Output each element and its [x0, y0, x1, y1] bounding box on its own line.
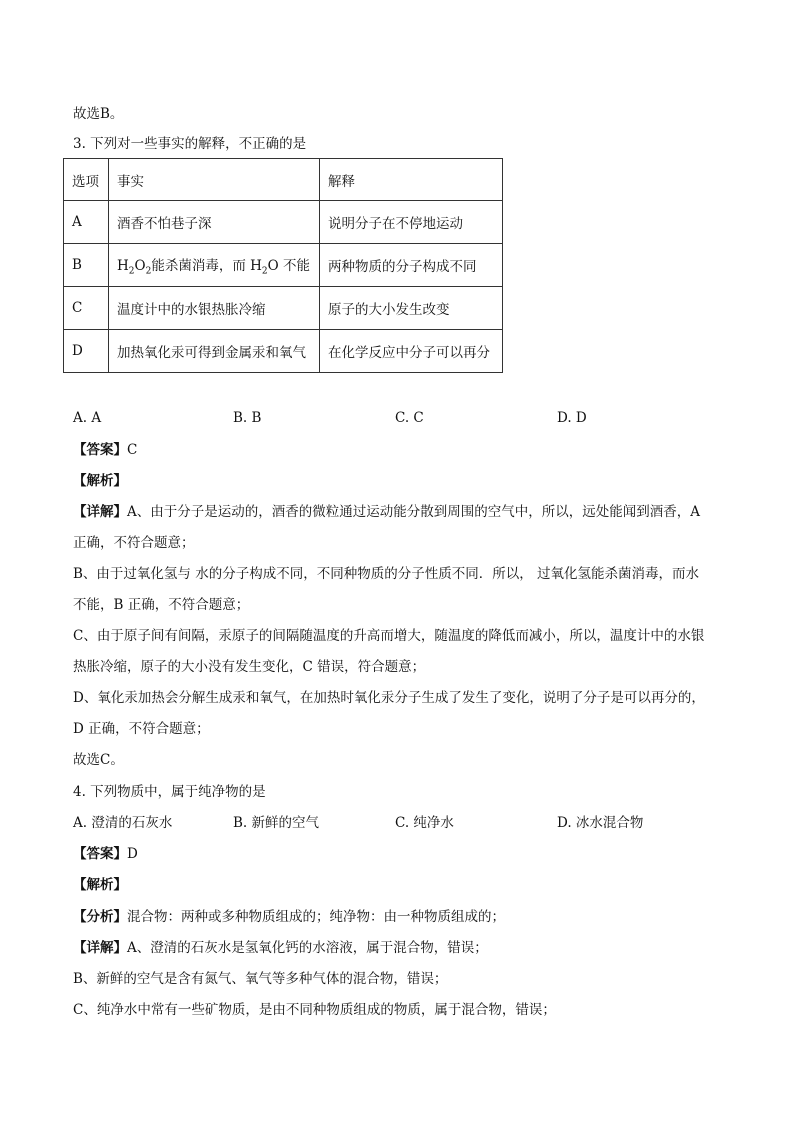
row-explanation: 在化学反应中分子可以再分	[320, 330, 503, 373]
q3-detail-5: C、由于原子间有间隔，汞原子的间隔随温度的升高而增大，随温度的降低而减小，所以，温度计中的水银	[73, 628, 705, 644]
q4-detail-3: C、纯净水中常有一些矿物质，是由不同种物质组成的物质，属于混合物，错误；	[73, 1002, 556, 1018]
q3-conclusion: 故选C。	[73, 752, 124, 768]
q3-analysis-tag: 【解析】	[73, 473, 127, 489]
q4-detail-2: B、新鲜的空气是含有氮气、氧气等多种气体的混合物，错误；	[73, 971, 448, 987]
table-header-option: 选项	[64, 159, 109, 201]
row-fact: $H_2O_2$能杀菌消毒，而 $H_2O$ 不能	[109, 244, 320, 287]
q3-detail-3: B、由于过氧化氢与 水的分子构成不同，不同种物质的分子性质不同．所以， 过氧化氢能杀菌消毒，而水	[73, 566, 700, 582]
conclusion-line: 故选B。	[73, 106, 124, 122]
q3-detail-7: D、氧化汞加热会分解生成汞和氧气，在加热时氧化汞分子生成了发生了变化，说明了分子是可以再分的，	[73, 690, 705, 706]
q4-choice-c: C. 纯净水	[395, 815, 454, 831]
q3-choice-a: A. A	[73, 410, 102, 426]
explanation-table	[63, 158, 503, 373]
q3-detail-1: 【详解】A、由于分子是运动的，酒香的微粒通过运动能分散到周围的空气中，所以，远处能闻到酒香，A	[73, 504, 700, 520]
table-header-fact: 事实	[109, 159, 320, 201]
question-3-stem: 3. 下列对一些事实的解释，不正确的是	[73, 136, 307, 152]
table-row	[64, 330, 503, 373]
question-4-stem: 4. 下列物质中，属于纯净物的是	[73, 784, 266, 800]
q4-answer: 【答案】D	[73, 846, 138, 862]
q3-answer: 【答案】C	[73, 442, 138, 458]
q4-choice-b: B. 新鲜的空气	[233, 815, 320, 831]
table-header-explanation: 解释	[320, 159, 503, 201]
q4-fenxi: 【分析】混合物：两种或多种物质组成的；纯净物：由一种物质组成的；	[73, 909, 505, 925]
table-row	[64, 201, 503, 244]
q4-analysis-tag: 【解析】	[73, 877, 127, 893]
row-explanation: 原子的大小发生改变	[320, 287, 503, 330]
q3-choice-b: B. B	[233, 410, 262, 426]
q3-choice-d: D. D	[557, 410, 587, 426]
row-explanation: 说明分子在不停地运动	[320, 201, 503, 244]
q3-detail-2: 正确，不符合题意；	[73, 535, 195, 551]
table-row	[64, 287, 503, 330]
table-header-row	[64, 159, 503, 201]
row-fact: 加热氧化汞可得到金属汞和氧气	[109, 330, 320, 373]
q4-detail-1: 【详解】A、澄清的石灰水是氢氧化钙的水溶液，属于混合物，错误；	[73, 940, 488, 956]
q3-detail-8: D 正确，不符合题意；	[73, 721, 210, 737]
row-option: D	[64, 330, 109, 373]
row-option: B	[64, 244, 109, 287]
q4-choice-a: A. 澄清的石灰水	[73, 815, 173, 831]
q3-detail-6: 热胀冷缩，原子的大小没有发生变化，C 错误，符合题意；	[73, 659, 426, 675]
table-row	[64, 244, 503, 287]
row-fact: 温度计中的水银热胀冷缩	[109, 287, 320, 330]
q3-choice-c: C. C	[395, 410, 424, 426]
row-option: A	[64, 201, 109, 244]
q3-detail-4: 不能，B 正确，不符合题意；	[73, 597, 250, 613]
row-fact: 酒香不怕巷子深	[109, 201, 320, 244]
row-option: C	[64, 287, 109, 330]
row-explanation: 两种物质的分子构成不同	[320, 244, 503, 287]
q4-choice-d: D. 冰水混合物	[557, 815, 644, 831]
